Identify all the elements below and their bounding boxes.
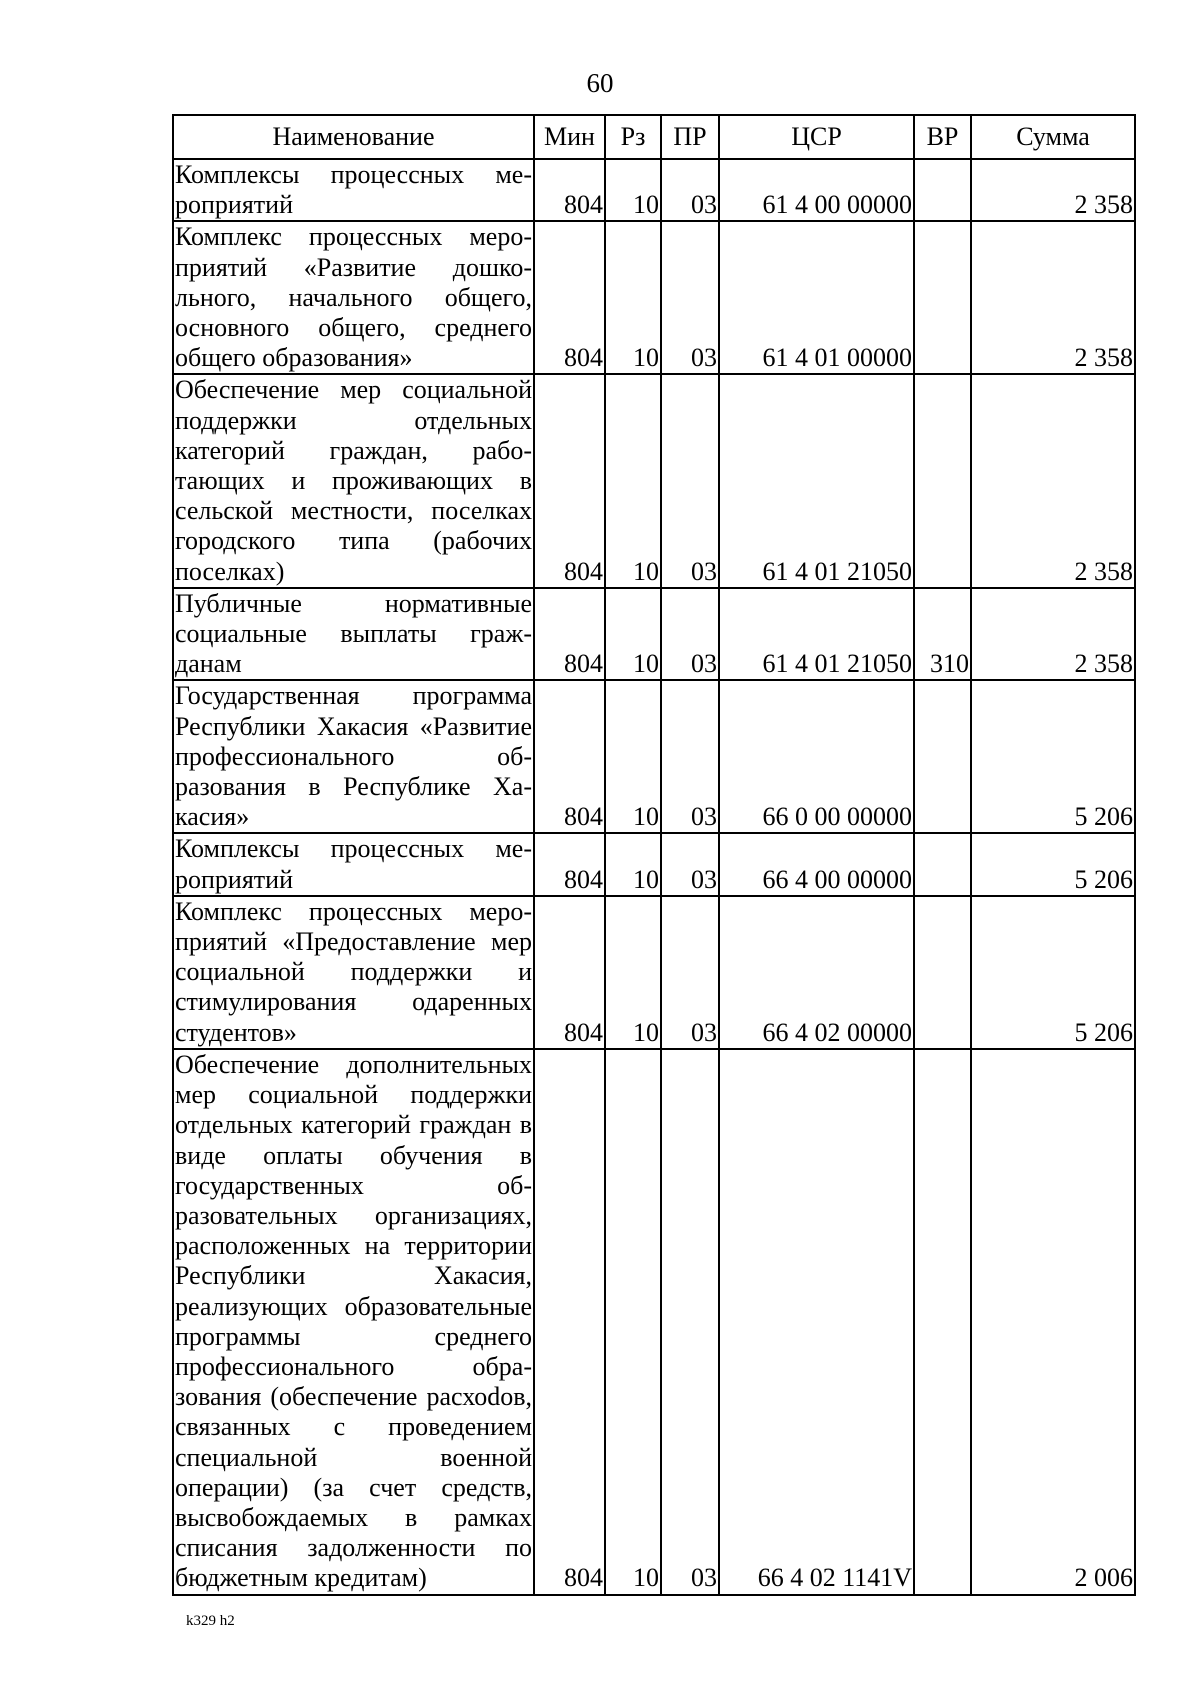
table-header-row [173,115,1135,159]
header-csr: ЦСР [719,115,914,159]
row-vr [914,1049,971,1595]
row-rz: 10 [605,896,661,1049]
row-min: 804 [534,833,605,895]
row-sum: 2 006 [971,1049,1135,1595]
table-row [173,896,1135,1049]
row-min: 804 [534,896,605,1049]
table-row [173,374,1135,587]
row-csr: 66 4 02 00000 [719,896,914,1049]
row-min: 804 [534,159,605,221]
row-vr [914,833,971,895]
table-row [173,221,1135,374]
header-min: Мин [534,115,605,159]
row-min: 804 [534,221,605,374]
row-rz: 10 [605,221,661,374]
row-csr: 61 4 01 21050 [719,588,914,681]
row-vr [914,374,971,587]
row-name: Государственная программа Республики Хакасия «Развитие профессионального образования в Республике Хакасия» [173,680,534,833]
table-row [173,1049,1135,1595]
row-vr [914,221,971,374]
row-sum: 5 206 [971,896,1135,1049]
header-sum: Сумма [971,115,1135,159]
row-rz: 10 [605,833,661,895]
row-min: 804 [534,680,605,833]
row-rz: 10 [605,588,661,681]
row-sum: 2 358 [971,159,1135,221]
row-min: 804 [534,588,605,681]
header-vr: ВР [914,115,971,159]
row-pr: 03 [661,221,719,374]
row-pr: 03 [661,374,719,587]
row-vr [914,896,971,1049]
row-csr: 61 4 01 00000 [719,221,914,374]
document-code: k329 h2 [186,1613,235,1629]
row-sum: 2 358 [971,588,1135,681]
row-pr: 03 [661,896,719,1049]
table-row [173,833,1135,895]
row-min: 804 [534,374,605,587]
row-sum: 2 358 [971,374,1135,587]
row-name: Комплексы процессных мероприятий [173,159,534,221]
table-row [173,588,1135,681]
row-csr: 66 4 02 1141V [719,1049,914,1595]
header-rz: Рз [605,115,661,159]
row-name: Комплексы процессных мероприятий [173,833,534,895]
row-vr [914,680,971,833]
row-csr: 66 4 00 00000 [719,833,914,895]
row-sum: 5 206 [971,833,1135,895]
row-name: Обеспечение мер социальной поддержки отдельных категорий граждан, работающих и проживающих в сельской местности, поселках городского типа (рабочих поселках) [173,374,534,587]
row-csr: 61 4 01 21050 [719,374,914,587]
row-name: Комплекс процессных мероприятий «Развитие дошкольного, начального общего, основного общего, среднего общего образования» [173,221,534,374]
row-sum: 2 358 [971,221,1135,374]
page-number: 60 [586,68,614,98]
table-row [173,680,1135,833]
row-pr: 03 [661,588,719,681]
header-name: Наименование [173,115,534,159]
row-pr: 03 [661,1049,719,1595]
budget-table [172,114,1136,1596]
header-pr: ПР [661,115,719,159]
row-rz: 10 [605,1049,661,1595]
row-rz: 10 [605,159,661,221]
row-sum: 5 206 [971,680,1135,833]
row-vr: 310 [914,588,971,681]
row-pr: 03 [661,159,719,221]
row-vr [914,159,971,221]
row-csr: 61 4 00 00000 [719,159,914,221]
row-min: 804 [534,1049,605,1595]
row-name: Комплекс процессных мероприятий «Предоставление мер социальной поддержки и стимулирования одаренных студентов» [173,896,534,1049]
table-row [173,159,1135,221]
row-csr: 66 0 00 00000 [719,680,914,833]
row-name: Обеспечение дополнительных мер социальной поддержки отдельных категорий граждан в виде оплаты обучения в государственных образовательных организациях, расположенных на территории Республики Хакасия, реализующих образовательные программы среднего профессионального образования (обеспечение расхоdов, связанных с проведением специальной военной операции) (за счет средств, высвобождаемых в рамках списания задолженности по бюджетным кредитам) [173,1049,534,1595]
row-rz: 10 [605,680,661,833]
row-name: Публичные нормативные социальные выплаты гражданам [173,588,534,681]
row-pr: 03 [661,833,719,895]
row-rz: 10 [605,374,661,587]
row-pr: 03 [661,680,719,833]
